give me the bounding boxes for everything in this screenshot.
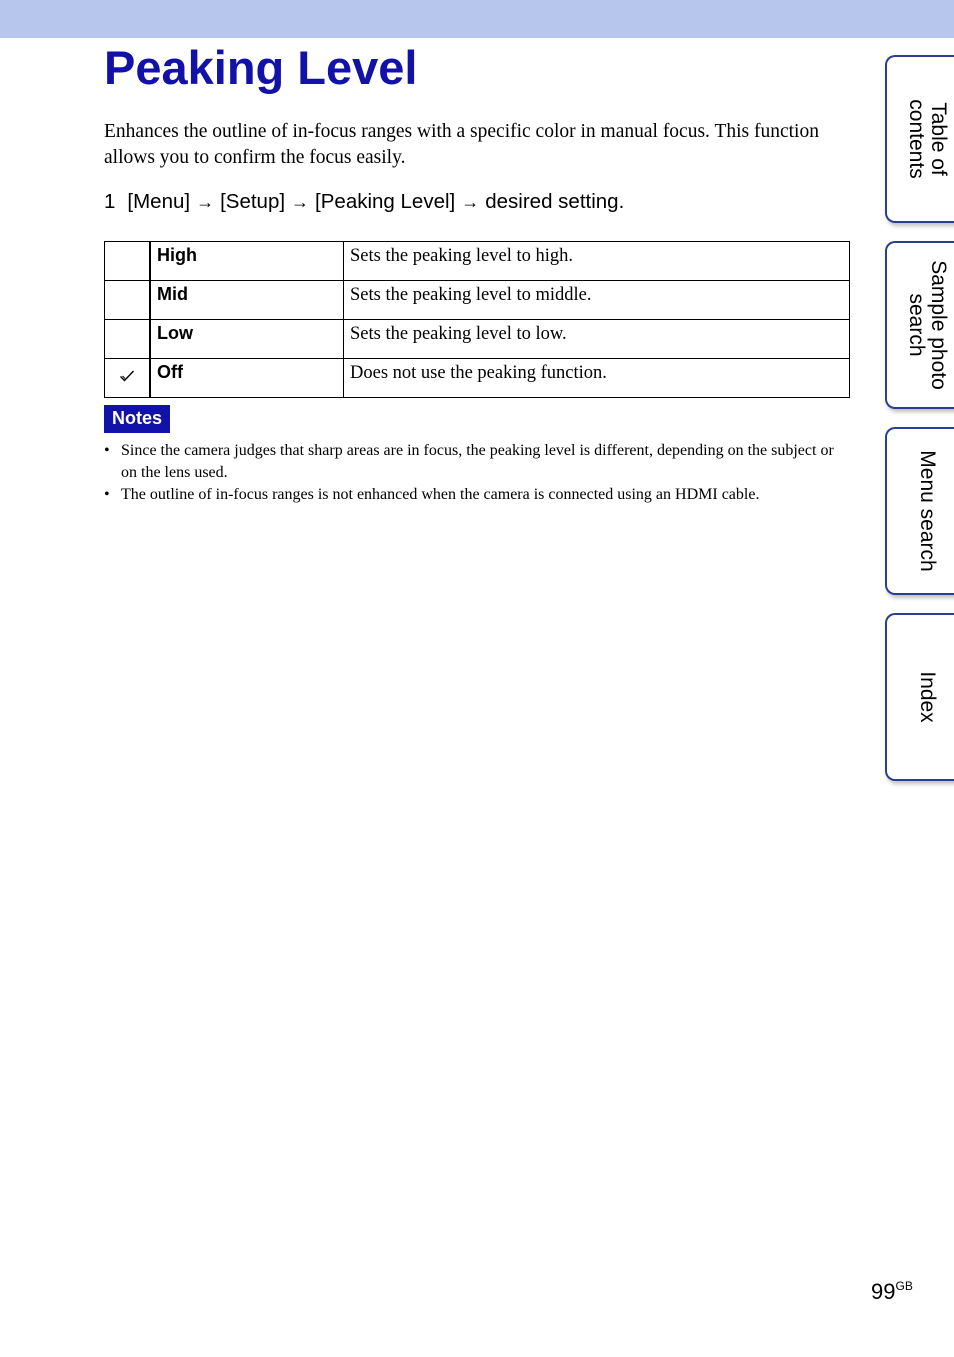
option-description: Sets the peaking level to low.	[344, 320, 850, 359]
arrow-icon: →	[291, 192, 310, 212]
page-title: Peaking Level	[104, 41, 418, 94]
list-item	[104, 440, 834, 484]
tab-label: Sample photo search	[905, 260, 950, 390]
top-band	[0, 0, 954, 38]
table-row	[105, 242, 850, 281]
step-desired-setting: desired setting.	[485, 190, 625, 213]
option-name: Low	[150, 320, 344, 359]
option-description: Sets the peaking level to middle.	[344, 281, 850, 320]
step-menu: [Menu]	[127, 190, 191, 213]
tab-table-of-contents[interactable]	[885, 55, 954, 223]
step-instruction	[104, 188, 624, 216]
table-row	[105, 320, 850, 359]
option-description: Sets the peaking level to high.	[344, 242, 850, 281]
note-text: The outline of in-focus ranges is not enhanced when the camera is connected using an HDMI cable.	[121, 486, 760, 503]
step-number: 1	[104, 190, 116, 213]
bullet: •	[104, 442, 110, 459]
option-name: High	[150, 242, 344, 281]
default-mark-cell	[105, 359, 151, 398]
settings-table	[104, 241, 850, 398]
arrow-icon: →	[196, 192, 215, 212]
table-row	[105, 359, 850, 398]
tab-label: Table of contents	[905, 99, 950, 179]
step-peaking-level: [Peaking Level]	[315, 190, 456, 213]
notes-list	[104, 440, 834, 506]
option-name: Off	[150, 359, 344, 398]
option-name: Mid	[150, 281, 344, 320]
tab-menu-search[interactable]	[885, 427, 954, 595]
notes-badge: Notes	[104, 405, 170, 433]
checkmark-icon	[119, 369, 135, 383]
table-row	[105, 281, 850, 320]
tab-label: Menu search	[916, 450, 939, 572]
note-text: Since the camera judges that sharp areas are in focus, the peaking level is different, depending on the subject or on the lens used.	[121, 442, 834, 481]
intro-text: Enhances the outline of in-focus ranges with a specific color in manual focus. This function allows you to confirm the focus easily.	[104, 121, 819, 168]
default-mark-cell	[105, 320, 151, 359]
step-setup: [Setup]	[220, 190, 286, 213]
tab-index[interactable]	[885, 613, 954, 781]
list-item	[104, 484, 834, 506]
arrow-icon: →	[461, 192, 480, 212]
bullet: •	[104, 486, 110, 503]
tab-label: Index	[916, 671, 939, 723]
default-mark-cell	[105, 242, 151, 281]
page-number: $99^{GB}$	[871, 1279, 913, 1304]
default-mark-cell	[105, 281, 151, 320]
option-description: Does not use the peaking function.	[344, 359, 850, 398]
tab-sample-photo-search[interactable]	[885, 241, 954, 409]
